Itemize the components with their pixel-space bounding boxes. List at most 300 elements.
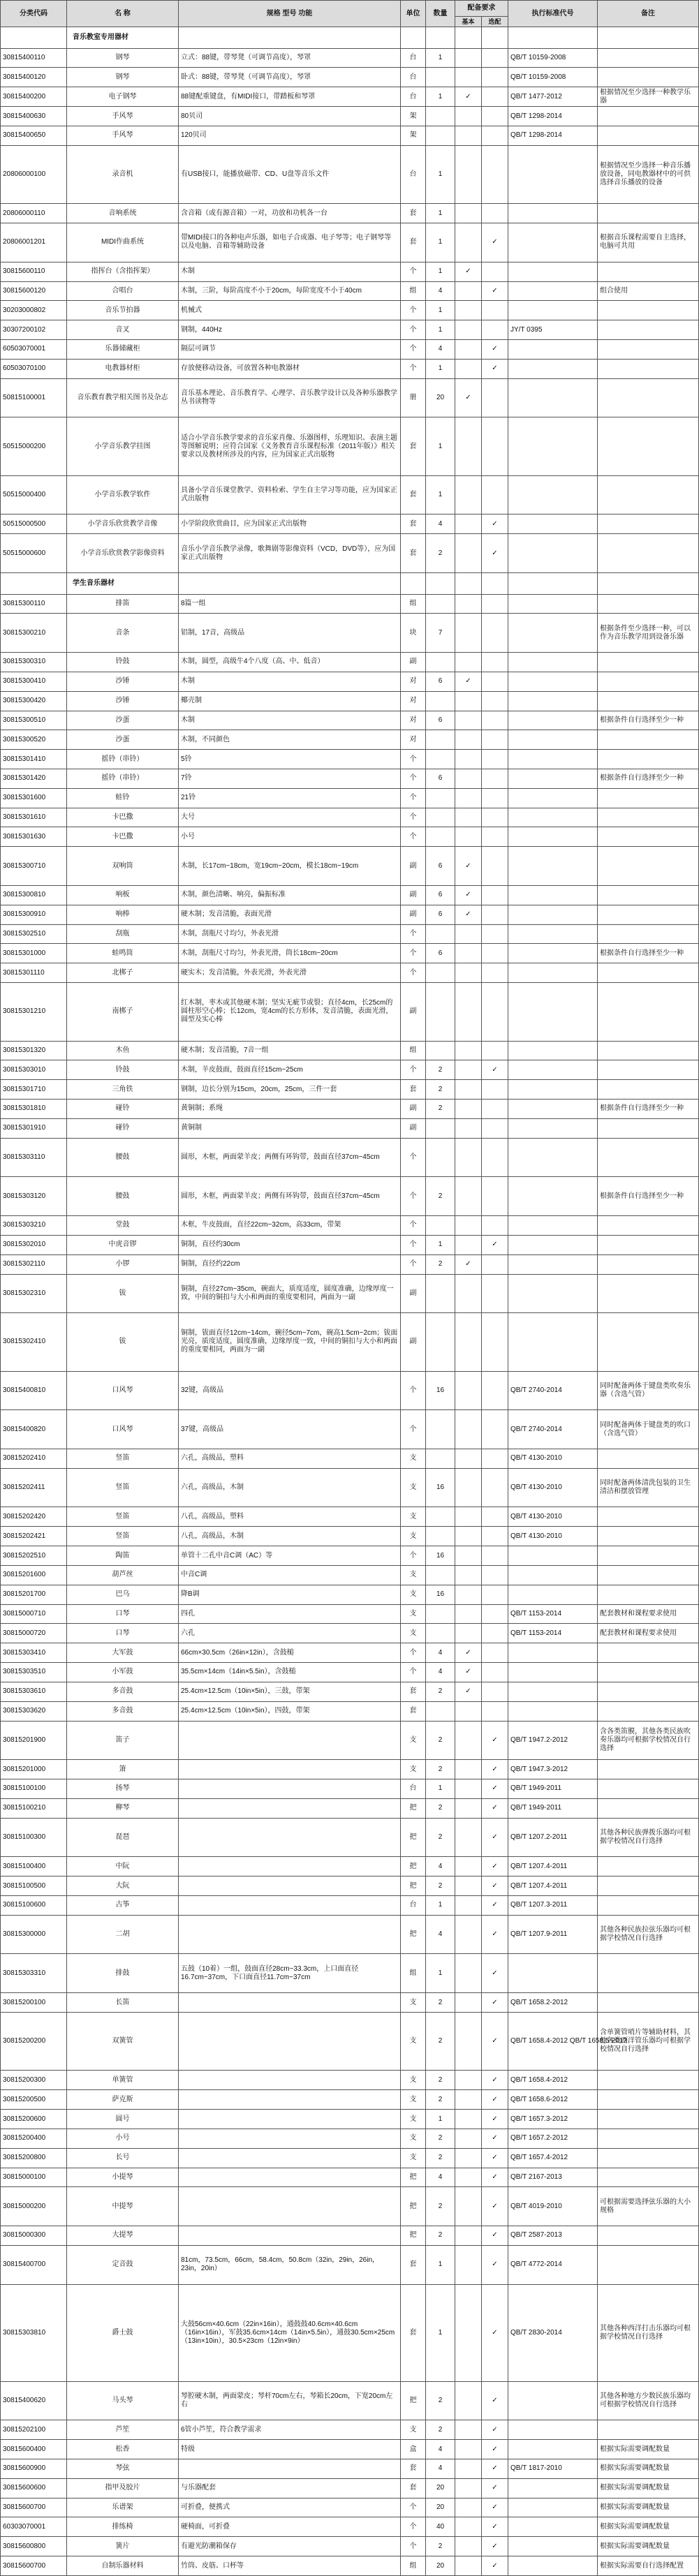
cell-name: 手风琴 (67, 126, 179, 145)
cell-basic-check (455, 1527, 482, 1546)
cell-spec: 八孔，高级品，木制 (179, 1527, 401, 1546)
cell-basic-check (455, 2556, 482, 2576)
cell-basic-check (455, 1896, 482, 1916)
cell-standard: QB/T 4772-2014 (508, 2245, 598, 2284)
cell-code: 60503070100 (1, 359, 67, 378)
cell-qty: 6 (426, 905, 455, 924)
cell-optional-check: ✓ (482, 2478, 508, 2498)
cell-note (598, 788, 699, 808)
cell-unit: 个 (401, 827, 426, 847)
cell-optional-check: ✓ (482, 2012, 508, 2070)
cell-code: 30815301610 (1, 808, 67, 827)
cell-unit: 套 (401, 1682, 426, 1701)
cell-qty (426, 68, 455, 87)
cell-unit: 副 (401, 905, 426, 924)
cell-note: 根据情况至少选择一种教学乐器 (598, 87, 699, 107)
cell-optional-check: ✓ (482, 1915, 508, 1954)
cell-spec: 小号 (179, 827, 401, 847)
cell-name: 响棒 (67, 905, 179, 924)
cell-note: 根据实际需要调配数量 (598, 2537, 699, 2556)
cell-qty: 2 (426, 2226, 455, 2246)
cell-code: 30815300410 (1, 672, 67, 691)
cell-optional-check (482, 320, 508, 340)
cell-spec: 硬椅面，可折叠 (179, 2517, 401, 2537)
cell-standard (508, 1060, 598, 1080)
cell-note: 含各类笛膜，其他各类民族吹奏乐器均可根据学校情况自行选择 (598, 1721, 699, 1760)
cell-qty (426, 808, 455, 827)
cell-spec: 有避光防潮箱保存 (179, 2537, 401, 2556)
cell-standard (508, 1585, 598, 1604)
cell-qty (426, 1624, 455, 1643)
cell-standard (508, 788, 598, 808)
cell-code: 30815400820 (1, 1410, 67, 1449)
cell-note (598, 1779, 699, 1799)
cell-spec: 红木制，枣木或其他硬木制；坚实无疵节或裂；直径4cm，长25cm的圆柱形空心棒；长12cm，宽4cm的长方形体，发音清脆，表面光滑，圆型及实心棒 (179, 983, 401, 1041)
cell-unit: 组 (401, 594, 426, 614)
cell-standard (508, 924, 598, 944)
cell-spec: 7铃 (179, 769, 401, 789)
cell-spec: 六孔 (179, 1624, 401, 1643)
cell-unit: 个 (401, 1663, 426, 1682)
table-row (1, 68, 699, 87)
cell-empty (179, 572, 401, 594)
cell-name: 多音鼓 (67, 1682, 179, 1701)
cell-note: 其他各种地方少数民族乐器均可根据学校情况自行选择 (598, 2381, 699, 2420)
cell-standard: QB/T 4130-2010 (508, 1449, 598, 1468)
cell-name: 中虎音锣 (67, 1235, 179, 1254)
cell-basic-check (455, 1313, 482, 1371)
table-row (1, 2381, 699, 2420)
cell-name: 音条 (67, 614, 179, 653)
cell-basic-check (455, 223, 482, 262)
cell-code: 30815303010 (1, 1060, 67, 1080)
cell-qty (426, 1313, 455, 1371)
cell-optional-check (482, 1254, 508, 1274)
cell-spec: 与乐器配套 (179, 2478, 401, 2498)
cell-standard (508, 750, 598, 769)
table-row (1, 1177, 699, 1216)
cell-note (598, 1585, 699, 1604)
cell-optional-check (482, 691, 508, 711)
cell-note: 同时配备两体清洗包装的卫生清洁和摆放管理 (598, 1468, 699, 1507)
cell-unit: 支 (401, 1585, 426, 1604)
table-row (1, 223, 699, 262)
cell-basic-check (455, 281, 482, 301)
cell-standard (508, 1643, 598, 1663)
cell-code: 30815300000 (1, 1915, 67, 1954)
cell-qty: 4 (426, 1857, 455, 1877)
cell-qty (426, 1216, 455, 1236)
cell-code: 30815400120 (1, 68, 67, 87)
table-row (1, 1216, 699, 1236)
cell-optional-check (482, 1585, 508, 1604)
cell-note (598, 204, 699, 223)
table-row (1, 2440, 699, 2459)
cell-spec: 硬木制；发音清脆，表面光滑 (179, 905, 401, 924)
cell-basic-check (455, 788, 482, 808)
cell-spec (179, 1779, 401, 1799)
table-row (1, 2498, 699, 2517)
cell-note (598, 359, 699, 378)
cell-note (598, 1527, 699, 1546)
cell-empty (508, 27, 598, 49)
cell-qty (426, 126, 455, 145)
section-row (1, 27, 699, 49)
cell-spec: 大号 (179, 808, 401, 827)
cell-code: 30815600800 (1, 2537, 67, 2556)
cell-code (1, 572, 67, 594)
cell-code: 30815201700 (1, 1585, 67, 1604)
cell-note (598, 1274, 699, 1313)
cell-note (598, 1682, 699, 1701)
cell-unit: 个 (401, 750, 426, 769)
cell-basic-check (455, 2129, 482, 2148)
cell-note: 配套教材和课程要求使用 (598, 1604, 699, 1624)
cell-unit: 副 (401, 847, 426, 886)
cell-unit: 套 (401, 417, 426, 475)
cell-qty (426, 1507, 455, 1527)
cell-standard: QB/T 1298-2014 (508, 107, 598, 126)
cell-empty (179, 27, 401, 49)
table-row (1, 1565, 699, 1585)
cell-spec (179, 2012, 401, 2070)
cell-code: 30815400810 (1, 1371, 67, 1410)
cell-qty: 4 (426, 2459, 455, 2478)
cell-standard (508, 1138, 598, 1177)
cell-standard (508, 1565, 598, 1585)
cell-note (598, 1643, 699, 1663)
cell-name: 刮瓶 (67, 924, 179, 944)
cell-qty: 4 (426, 340, 455, 360)
cell-spec (179, 1896, 401, 1916)
cell-optional-check (482, 378, 508, 417)
cell-basic-check: ✓ (455, 905, 482, 924)
cell-qty: 20 (426, 378, 455, 417)
cell-code: 30815100500 (1, 1877, 67, 1896)
cell-note (598, 1546, 699, 1566)
cell-code: 30815302310 (1, 1274, 67, 1313)
cell-name: 长笛 (67, 1993, 179, 2013)
table-row (1, 1060, 699, 1080)
table-row (1, 1643, 699, 1663)
cell-qty (426, 1701, 455, 1721)
cell-standard (508, 515, 598, 534)
cell-standard: QB/T 1658.4-2012 QB/T 1658.5-2012 (508, 2012, 598, 2070)
header-spec: 规格 型号 功能 (179, 1, 401, 27)
table-row (1, 1546, 699, 1566)
cell-note (598, 2168, 699, 2187)
cell-note: 同时配备两体于键盘类吹奏乐器（含选气管） (598, 1371, 699, 1410)
cell-optional-check (482, 1138, 508, 1177)
cell-code: 30815201600 (1, 1565, 67, 1585)
cell-unit: 台 (401, 68, 426, 87)
cell-basic-check (455, 614, 482, 653)
cell-code: 30815202510 (1, 1546, 67, 1566)
cell-standard (508, 944, 598, 963)
cell-spec: 25.4cm×12.5cm（10in×5in），四鼓，带架 (179, 1701, 401, 1721)
table-row (1, 2537, 699, 2556)
table-row (1, 1915, 699, 1954)
cell-optional-check: ✓ (482, 2148, 508, 2168)
cell-unit: 把 (401, 2168, 426, 2187)
cell-empty (455, 27, 482, 49)
table-row (1, 1254, 699, 1274)
cell-optional-check: ✓ (482, 281, 508, 301)
cell-name: 柳琴 (67, 1798, 179, 1818)
cell-name: 手风琴 (67, 107, 179, 126)
cell-spec: 大鼓56cm×40.6cm（22in×16in），通鼓鼓40.6cm×40.6cm（16in×16in），军鼓35.6cm×14cm（14in×5.5in），通鼓30.5cm×25cm（13in×10in），30.5×23cm（12in×9in） (179, 2284, 401, 2381)
cell-qty: 1 (426, 204, 455, 223)
cell-optional-check: ✓ (482, 359, 508, 378)
table-row (1, 281, 699, 301)
cell-spec: 木制 (179, 262, 401, 281)
cell-optional-check (482, 711, 508, 730)
cell-name: 电子钢琴 (67, 87, 179, 107)
table-row (1, 2090, 699, 2110)
cell-spec: 四孔 (179, 1604, 401, 1624)
cell-qty (426, 1274, 455, 1313)
cell-qty: 1 (426, 2110, 455, 2129)
cell-basic-check (455, 653, 482, 672)
cell-standard: QB/T 1207.4-2011 (508, 1877, 598, 1896)
cell-standard: QB/T 1657.3-2012 (508, 2110, 598, 2129)
cell-name: 二胡 (67, 1915, 179, 1954)
cell-qty: 16 (426, 1585, 455, 1604)
cell-note: 可根据需要选择弦乐器的大小规格 (598, 2187, 699, 2226)
cell-optional-check (482, 847, 508, 886)
cell-basic-check (455, 48, 482, 68)
cell-standard (508, 340, 598, 360)
cell-code: 30307200102 (1, 320, 67, 340)
cell-name: 松香 (67, 2440, 179, 2459)
cell-unit: 个 (401, 1546, 426, 1566)
cell-standard (508, 1080, 598, 1100)
cell-note (598, 320, 699, 340)
cell-qty: 2 (426, 1993, 455, 2013)
cell-standard (508, 905, 598, 924)
cell-standard: QB/T 1207.2-2011 (508, 1818, 598, 1857)
cell-basic-check (455, 1915, 482, 1954)
cell-unit: 副 (401, 885, 426, 905)
cell-basic-check (455, 2478, 482, 2498)
cell-standard: JY/T 0395 (508, 320, 598, 340)
cell-name: 定音鼓 (67, 2245, 179, 2284)
cell-basic-check: ✓ (455, 1663, 482, 1682)
cell-unit: 个 (401, 944, 426, 963)
table-row (1, 1527, 699, 1546)
table-row (1, 1235, 699, 1254)
cell-note (598, 48, 699, 68)
cell-optional-check (482, 944, 508, 963)
cell-optional-check (482, 417, 508, 475)
cell-spec: 圆形，木框，两面蒙羊皮；两侧有环钩带，鼓面直径37cm~45cm (179, 1177, 401, 1216)
cell-optional-check: ✓ (482, 1954, 508, 1993)
cell-optional-check (482, 750, 508, 769)
cell-optional-check (482, 769, 508, 789)
cell-spec: 37键，高级品 (179, 1410, 401, 1449)
cell-note (598, 885, 699, 905)
cell-qty: 6 (426, 885, 455, 905)
cell-name: 音乐节拍器 (67, 301, 179, 320)
table-row (1, 2420, 699, 2440)
table-row (1, 301, 699, 320)
cell-optional-check: ✓ (482, 1779, 508, 1799)
cell-name: 马头琴 (67, 2381, 179, 2420)
cell-spec: 六孔，高级品，塑料 (179, 1449, 401, 1468)
cell-qty: 2 (426, 2420, 455, 2440)
cell-optional-check (482, 1118, 508, 1138)
header-code: 分类代码 (1, 1, 67, 27)
cell-qty: 2 (426, 2537, 455, 2556)
cell-qty: 6 (426, 944, 455, 963)
cell-unit: 支 (401, 2071, 426, 2090)
cell-basic-check (455, 2498, 482, 2517)
section-title: 音乐教室专用器材 (67, 27, 179, 49)
cell-standard (508, 2537, 598, 2556)
cell-spec (179, 1818, 401, 1857)
cell-name: 小学音乐教学软件 (67, 475, 179, 515)
cell-spec: 铜制，直径27cm~35cm，碗面大，质度适度，圆度准确，边缘厚度一致，中间的铜扣与大小和两面的重度要相同，两面为一副 (179, 1274, 401, 1313)
cell-unit: 组 (401, 1954, 426, 1993)
cell-name: 沙蛋 (67, 711, 179, 730)
cell-code: 50515000500 (1, 515, 67, 534)
cell-code: 30815200800 (1, 2148, 67, 2168)
cell-code: 30815000720 (1, 1624, 67, 1643)
cell-optional-check (482, 594, 508, 614)
cell-code: 30815202420 (1, 1507, 67, 1527)
cell-unit: 组 (401, 281, 426, 301)
cell-unit: 把 (401, 1857, 426, 1877)
cell-qty (426, 1449, 455, 1468)
cell-note (598, 2129, 699, 2148)
cell-basic-check: ✓ (455, 262, 482, 281)
cell-basic-check (455, 1371, 482, 1410)
cell-basic-check: ✓ (455, 378, 482, 417)
cell-qty: 2 (426, 1080, 455, 1100)
cell-spec: 120贝司 (179, 126, 401, 145)
cell-code: 30815100400 (1, 1857, 67, 1877)
cell-note: 根据实际需要调配数量 (598, 2478, 699, 2498)
cell-name: 竖笛 (67, 1449, 179, 1468)
cell-note (598, 691, 699, 711)
cell-name: 多音鼓 (67, 1701, 179, 1721)
cell-code: 30815303310 (1, 1954, 67, 1993)
cell-qty: 4 (426, 2168, 455, 2187)
cell-unit: 台 (401, 1896, 426, 1916)
table-row (1, 145, 699, 203)
cell-qty: 7 (426, 614, 455, 653)
cell-unit: 支 (401, 2148, 426, 2168)
cell-unit: 个 (401, 2537, 426, 2556)
table-row (1, 653, 699, 672)
cell-name: 铃鼓 (67, 653, 179, 672)
cell-spec: 含音箱（或有源音箱）一对，功放和功机各一台 (179, 204, 401, 223)
table-row (1, 594, 699, 614)
cell-note (598, 1138, 699, 1177)
cell-optional-check: ✓ (482, 1798, 508, 1818)
cell-qty: 16 (426, 1371, 455, 1410)
cell-name: 沙锤 (67, 672, 179, 691)
cell-basic-check (455, 1546, 482, 1566)
table-row (1, 1798, 699, 1818)
cell-optional-check (482, 1274, 508, 1313)
cell-optional-check: ✓ (482, 2498, 508, 2517)
header-requirement: 配备要求 (455, 1, 508, 17)
cell-code: 50515000600 (1, 534, 67, 573)
cell-unit: 副 (401, 1118, 426, 1138)
cell-optional-check: ✓ (482, 2226, 508, 2246)
cell-spec: 35.5cm×14cm（14in×5.5in），含鼓槌 (179, 1663, 401, 1682)
cell-note (598, 963, 699, 983)
cell-code (1, 27, 67, 49)
cell-qty: 1 (426, 359, 455, 378)
cell-spec: 铜制，直径约30cm (179, 1235, 401, 1254)
cell-qty (426, 107, 455, 126)
cell-qty: 1 (426, 2284, 455, 2381)
cell-optional-check (482, 1080, 508, 1100)
cell-optional-check: ✓ (482, 2459, 508, 2478)
cell-basic-check (455, 1624, 482, 1643)
cell-code: 20806000110 (1, 204, 67, 223)
cell-code: 30815301420 (1, 769, 67, 789)
cell-note (598, 515, 699, 534)
cell-optional-check (482, 1643, 508, 1663)
cell-optional-check (482, 1216, 508, 1236)
cell-optional-check (482, 107, 508, 126)
cell-unit: 个 (401, 1216, 426, 1236)
cell-code: 30815303610 (1, 1682, 67, 1701)
cell-standard (508, 653, 598, 672)
cell-empty (426, 27, 455, 49)
cell-qty (426, 963, 455, 983)
cell-standard (508, 417, 598, 475)
table-row (1, 2071, 699, 2090)
cell-optional-check: ✓ (482, 534, 508, 573)
cell-standard: QB/T 2587-2013 (508, 2226, 598, 2246)
cell-standard (508, 2440, 598, 2459)
cell-spec: 六孔，高级品，木制 (179, 1468, 401, 1507)
cell-name: 排笛 (67, 594, 179, 614)
cell-code: 30815300520 (1, 730, 67, 750)
cell-code: 30815400650 (1, 126, 67, 145)
cell-optional-check: ✓ (482, 2129, 508, 2148)
table-row (1, 1585, 699, 1604)
cell-code: 30815303410 (1, 1643, 67, 1663)
table-row (1, 808, 699, 827)
table-row (1, 1624, 699, 1643)
cell-spec: 木制，颜色清晰、响亮，偏振标准 (179, 885, 401, 905)
cell-note (598, 2090, 699, 2110)
cell-standard (508, 475, 598, 515)
cell-unit: 支 (401, 1624, 426, 1643)
cell-optional-check (482, 1701, 508, 1721)
cell-note (598, 1565, 699, 1585)
cell-basic-check (455, 983, 482, 1041)
table-row (1, 1954, 699, 1993)
cell-standard: QB/T 1207.3-2011 (508, 1896, 598, 1916)
cell-name: 笛子 (67, 1721, 179, 1760)
cell-standard (508, 2420, 598, 2440)
cell-unit: 对 (401, 730, 426, 750)
cell-standard: QB/T 1298-2014 (508, 126, 598, 145)
table-row (1, 944, 699, 963)
cell-basic-check (455, 1468, 482, 1507)
cell-qty: 4 (426, 1663, 455, 1682)
cell-name: 乐谱架 (67, 2498, 179, 2517)
cell-optional-check (482, 145, 508, 203)
cell-code: 30815301110 (1, 963, 67, 983)
cell-name: 萨克斯 (67, 2090, 179, 2110)
